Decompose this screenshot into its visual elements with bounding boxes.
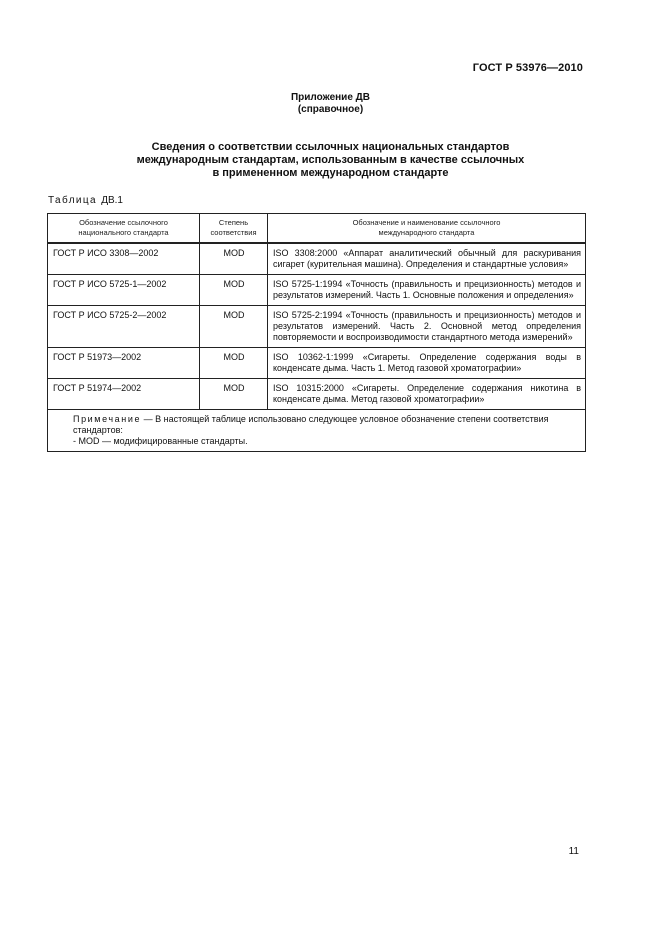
cell-degree: MOD — [200, 243, 268, 275]
section-title-line: Сведения о соответствии ссылочных национальных стандартов — [151, 141, 510, 153]
header-text: Обозначение ссылочного — [79, 218, 168, 227]
cell-national: ГОСТ Р ИСО 3308—2002 — [48, 243, 200, 275]
header-national-standard — [48, 214, 200, 244]
note-text: — В настоящей таблице использовано следующее условное обозначение степени соответствия стандартов: — [73, 414, 549, 435]
table-row — [48, 379, 586, 410]
table-row — [48, 306, 586, 348]
page-number: 11 — [568, 846, 579, 857]
header-text: Степень — [218, 218, 249, 227]
correspondence-table — [47, 213, 586, 452]
cell-degree: MOD — [200, 306, 268, 348]
table-row — [48, 348, 586, 379]
cell-national: ГОСТ Р ИСО 5725-1—2002 — [48, 275, 200, 306]
table-header-row — [48, 214, 586, 244]
cell-international: ISO 3308:2000 «Аппарат аналитический обычный для раскуривания сигарет (курительная машина). Определения и стандартные условия» — [268, 243, 586, 275]
section-title — [0, 141, 661, 180]
cell-international: ISO 5725-2:1994 «Точность (правильность и прецизионность) методов и результатов измерений. Часть 2. Основной метод определения повторяемости и воспроизводимости стандартного метода измерений» — [268, 306, 586, 348]
table-caption-word: Таблица — [48, 195, 98, 206]
cell-degree: MOD — [200, 348, 268, 379]
table-note — [48, 410, 586, 452]
document-code: ГОСТ Р 53976—2010 — [472, 62, 583, 74]
section-title-line: в примененном международном стандарте — [212, 167, 449, 179]
appendix-heading — [0, 92, 661, 116]
table-caption — [48, 195, 123, 206]
header-text: Обозначение и наименование ссылочного — [352, 218, 501, 227]
header-text: соответствия — [210, 228, 257, 237]
table-row — [48, 275, 586, 306]
section-title-line: международным стандартам, использованным в качестве ссылочных — [136, 154, 525, 166]
cell-international: ISO 5725-1:1994 «Точность (правильность и прецизионность) методов и результатов измерений. Часть 1. Основные положения и определения» — [268, 275, 586, 306]
cell-national: ГОСТ Р ИСО 5725-2—2002 — [48, 306, 200, 348]
cell-international: ISO 10362-1:1999 «Сигареты. Определение содержания воды в конденсате дыма. Часть 1. Метод газовой хроматографии» — [268, 348, 586, 379]
cell-national: ГОСТ Р 51973—2002 — [48, 348, 200, 379]
table-note-row — [48, 410, 586, 452]
appendix-subtitle: (справочное) — [297, 104, 364, 115]
header-degree — [200, 214, 268, 244]
cell-degree: MOD — [200, 379, 268, 410]
header-text: международного стандарта — [378, 228, 475, 237]
header-international-standard — [268, 214, 586, 244]
cell-degree: MOD — [200, 275, 268, 306]
note-label: Примечание — [73, 414, 142, 424]
cell-international: ISO 10315:2000 «Сигареты. Определение содержания никотина в конденсате дыма. Метод газовой хроматографии» — [268, 379, 586, 410]
appendix-title: Приложение ДВ — [290, 92, 371, 103]
cell-national: ГОСТ Р 51974—2002 — [48, 379, 200, 410]
note-item: - MOD — модифицированные стандарты. — [73, 436, 248, 446]
table-caption-number: ДВ.1 — [101, 195, 123, 206]
table-row — [48, 243, 586, 275]
header-text: национального стандарта — [78, 228, 169, 237]
note-paragraph — [53, 414, 581, 436]
